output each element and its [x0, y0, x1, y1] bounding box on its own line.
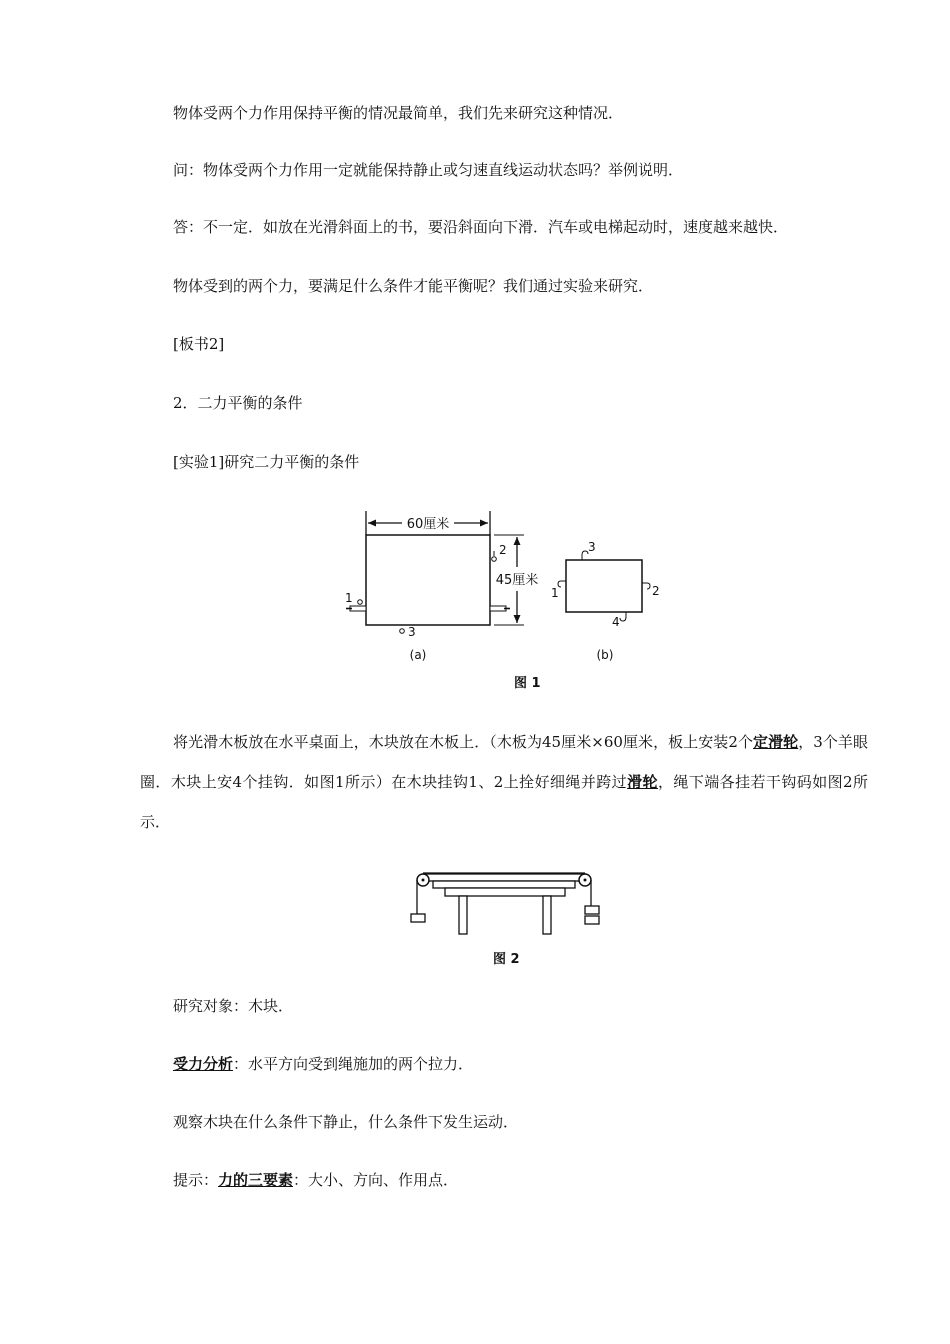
fig1-sub-a: (a)	[409, 648, 427, 662]
text-line-2: 问：物体受两个力作用一定就能保持静止或匀速直线运动状态吗？举例说明．	[173, 161, 684, 179]
fig2-right-weight-1	[585, 906, 599, 914]
para-segment-2: ，3个羊眼圈．木块上安4个挂钩．如图1所示）在木块挂钩1、2上拴好细绳并跨过	[140, 733, 868, 791]
experiment-description	[140, 722, 868, 842]
keyword-pulley[interactable]: 滑轮	[627, 773, 658, 791]
hint-line	[173, 1170, 458, 1190]
fig2-right-weight-2	[585, 916, 599, 924]
section-heading: 2．二力平衡的条件	[173, 394, 303, 412]
keyword-force-analysis[interactable]: 受力分析	[173, 1055, 234, 1073]
figure-2-caption: 图 2	[493, 952, 520, 967]
fig2-right-leg	[543, 896, 551, 934]
force-analysis-line	[173, 1054, 473, 1074]
text-line-3: 答：不一定．如放在光滑斜面上的书，要沿斜面向下滑．汽车或电梯起动时，速度越来越快．	[173, 218, 789, 236]
experiment-title: [实验1]研究二力平衡的条件	[173, 453, 360, 471]
figure-1-caption: 图 1	[514, 676, 541, 691]
text-line-4: 物体受到的两个力，要满足什么条件才能平衡呢？我们通过实验来研究．	[173, 277, 654, 295]
figure-1	[330, 505, 670, 690]
hint-prefix: 提示：	[173, 1171, 219, 1189]
fig1-block	[566, 560, 642, 612]
text-line-1: 物体受两个力作用保持平衡的情况最简单，我们先来研究这种情况．	[173, 104, 624, 122]
force-analysis-text: ：水平方向受到绳施加的两个拉力．	[233, 1055, 474, 1073]
fig1b-label-1: 1	[551, 586, 559, 600]
hint-text: ：大小、方向、作用点．	[293, 1171, 459, 1189]
para-segment-3: ，绳下端各挂若干钩码如图2所示．	[140, 773, 868, 831]
fig1-board	[366, 535, 490, 625]
observe-line: 观察木块在什么条件下静止，什么条件下发生运动．	[173, 1113, 519, 1131]
board-note-2: [板书2]	[173, 335, 225, 353]
research-object: 研究对象：木块．	[173, 997, 294, 1015]
fig1-sub-b: (b)	[596, 648, 614, 662]
keyword-three-elements[interactable]: 力的三要素	[218, 1171, 294, 1189]
fig1b-label-4: 4	[612, 615, 620, 629]
fig1-width-label: 60厘米	[406, 517, 450, 532]
fig1b-label-3: 3	[588, 540, 596, 554]
fig2-left-weight	[411, 914, 425, 922]
para-segment-1: 将光滑木板放在水平桌面上，木块放在木板上．（木板为45厘米×60厘米，板上安装2个	[173, 733, 754, 751]
figure-2	[405, 866, 605, 941]
fig1a-label-3: 3	[408, 625, 416, 639]
fig2-left-leg	[459, 896, 467, 934]
fig1a-label-1: 1	[345, 591, 353, 605]
fig1a-label-2: 2	[499, 543, 507, 557]
fig1b-label-2: 2	[652, 584, 660, 598]
keyword-fixed-pulley[interactable]: 定滑轮	[753, 733, 799, 751]
fig1-height-label: 45厘米	[495, 573, 539, 588]
